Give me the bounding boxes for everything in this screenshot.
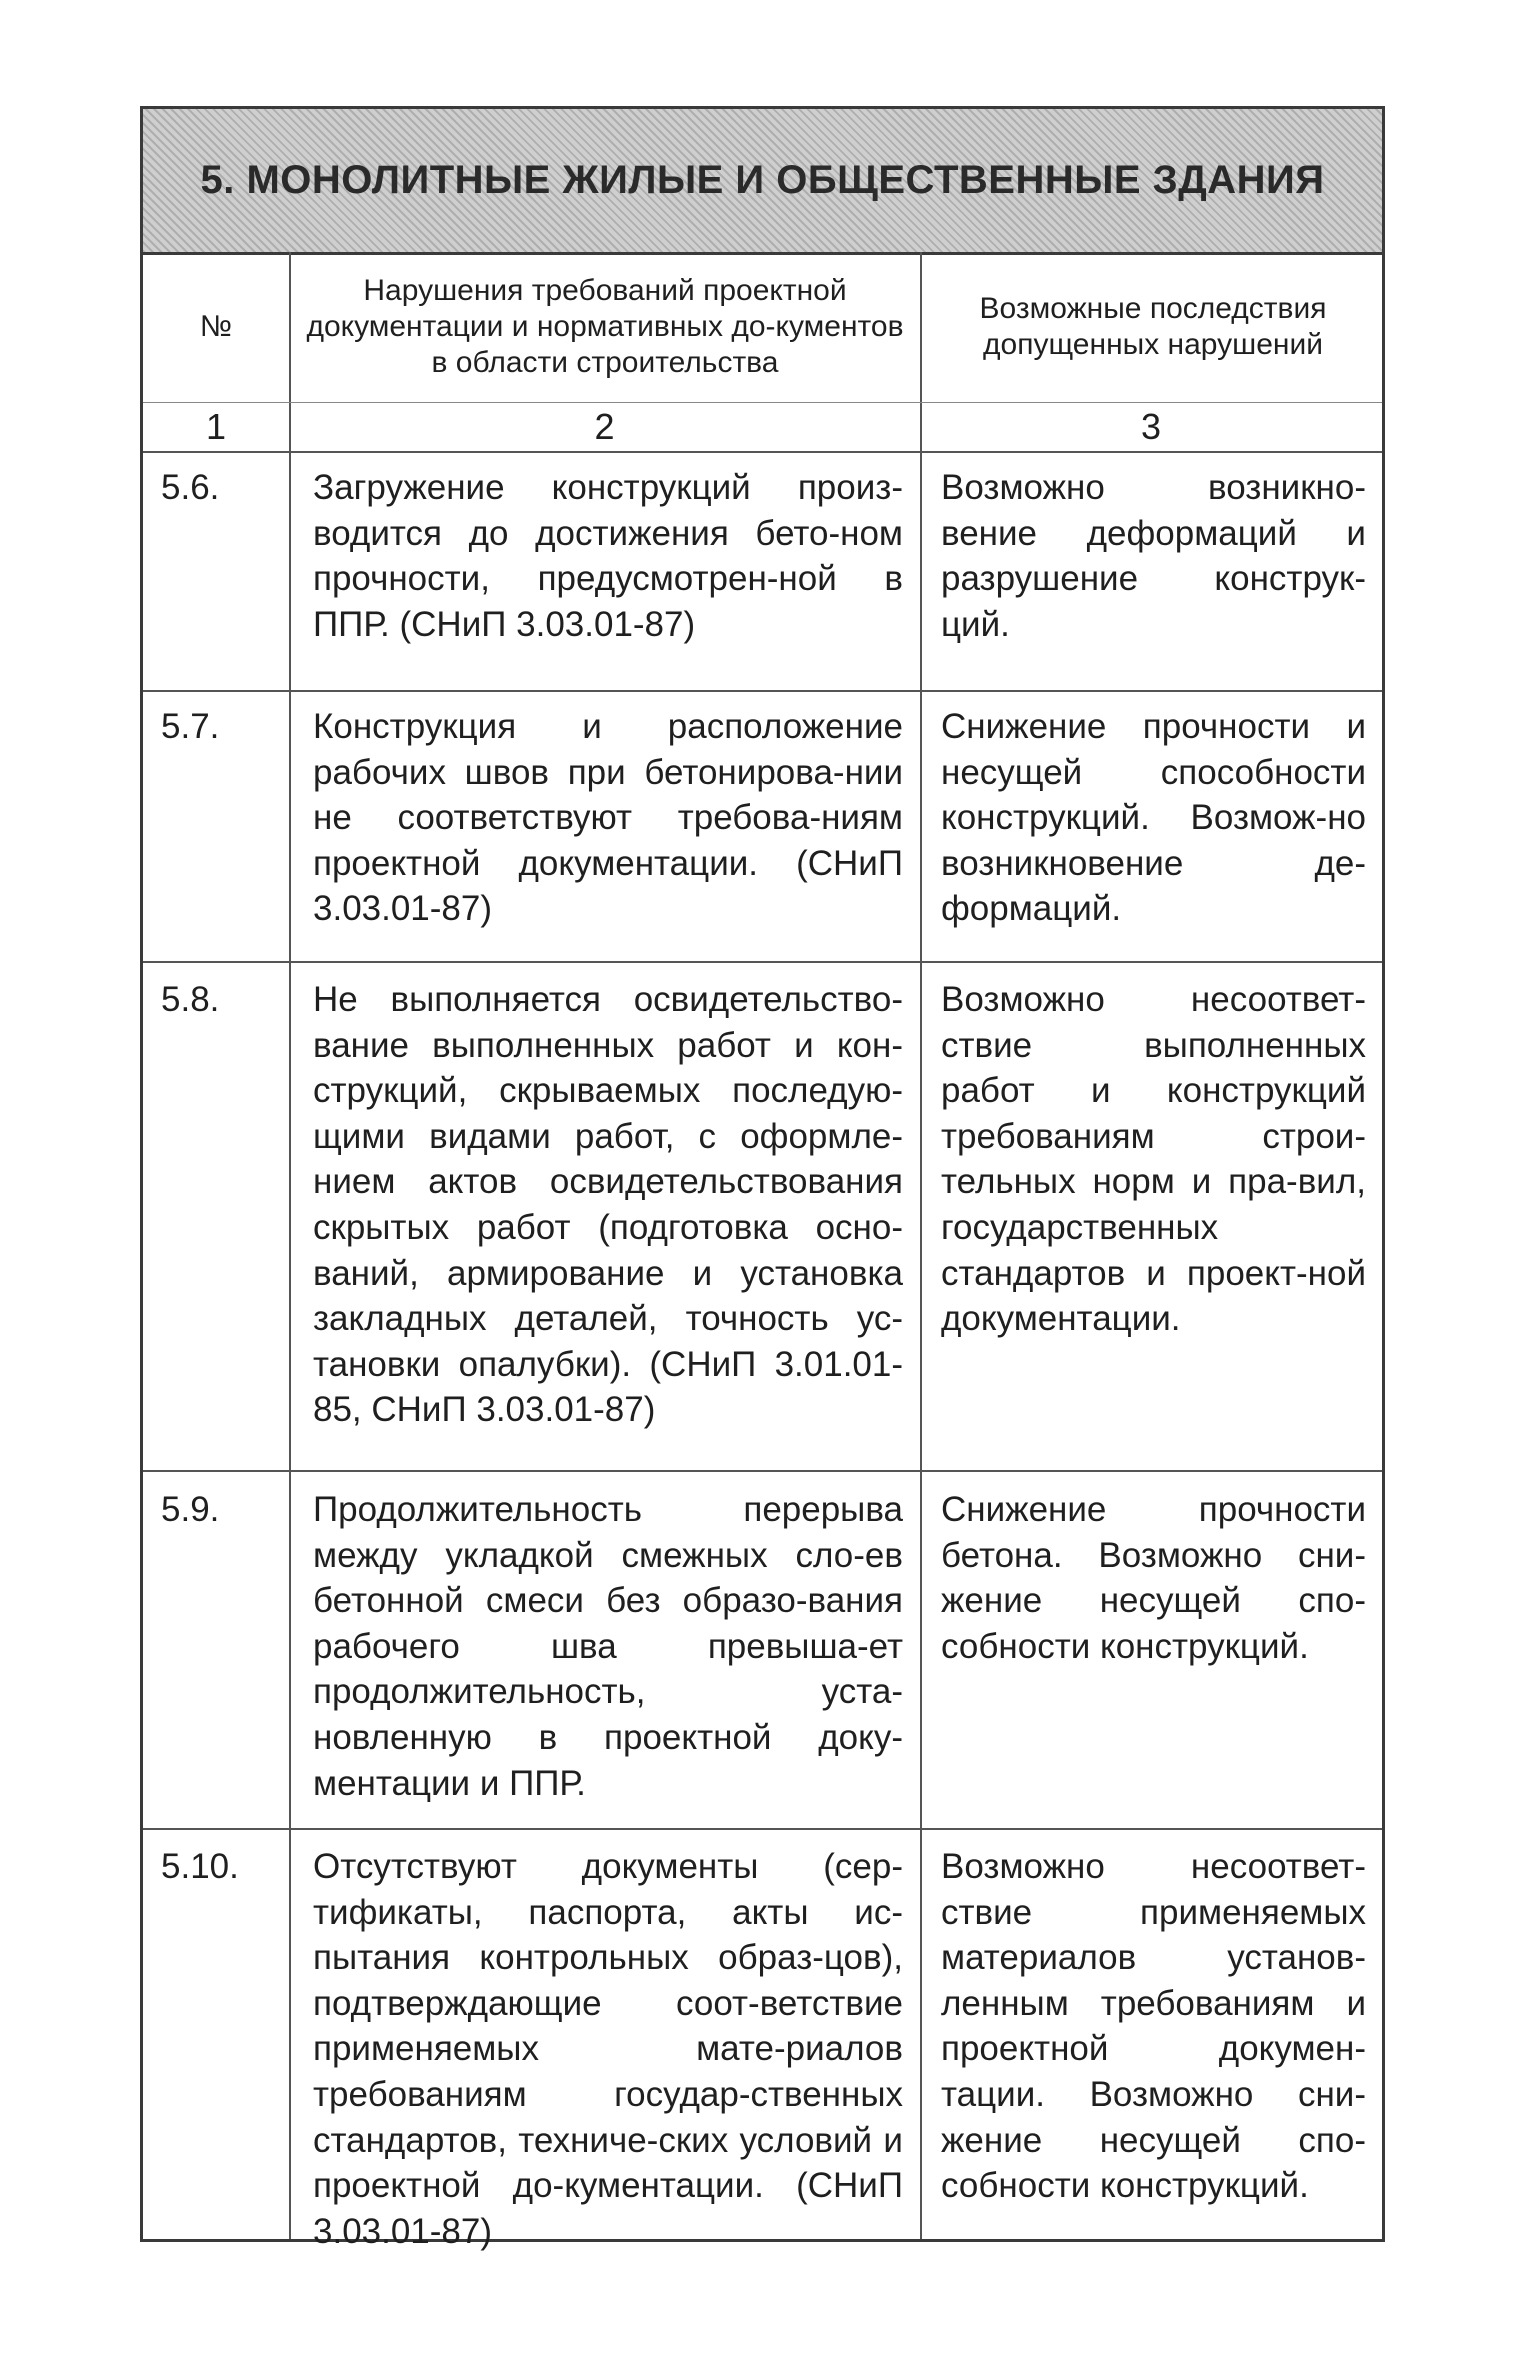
violation-text: Не выполняется освидетельство-вание выполненных работ и кон-струкций, скрываемых последую-щими видами работ, с оформле-нием актов освидетельствования скрытых работ (подготовка осно-ваний, армирование и установка закладных деталей, точность ус-тановки опалубки). (СНиП 3.01.01-85, СНиП 3.03.01-87) [313, 980, 903, 1430]
header-number: № [199, 310, 233, 343]
norms-table [143, 252, 1382, 2251]
row-divider [143, 961, 1382, 963]
violation-text: Загружение конструкций произ-водится до достижения бето-ном прочности, предусмотрен-ной в ППР. (СНиП 3.03.01-87) [313, 468, 903, 644]
violation-text: Отсутствуют документы (сер-тификаты, паспорта, акты ис-пытания контрольных образ-цов), подтверждающие соот-ветствие применяемых мате-риалов требованиям государ-ственных стандартов, техниче-ских условий и проектной до-кументации. (СНиП 3.03.01-87) [313, 1847, 903, 2251]
consequence-text: Возможно несоответ-ствие выполненных работ и конструкций требованиям строи-тельных норм и пра-вил, государственных стандартов и проект-ной документации. [941, 980, 1366, 1339]
document-table-frame [140, 106, 1385, 2251]
row-number: 5.7. [161, 707, 220, 746]
row-divider [143, 1470, 1382, 1472]
column-number: 3 [1140, 406, 1162, 447]
header-divider [143, 402, 1382, 403]
row-number: 5.6. [161, 468, 220, 507]
row-divider [143, 1828, 1382, 1830]
section-title-band [143, 109, 1382, 255]
section-title: 5. МОНОЛИТНЫЕ ЖИЛЫЕ И ОБЩЕСТВЕННЫЕ ЗДАНИЯ [200, 158, 1325, 202]
row-divider [143, 451, 1382, 453]
consequence-text: Снижение прочности бетона. Возможно сни-жение несущей спо-собности конструкций. [941, 1490, 1366, 1666]
row-divider [143, 690, 1382, 692]
row-number: 5.10. [161, 1847, 239, 1886]
violation-text: Продолжительность перерыва между укладкой смежных сло-ев бетонной смеси без образо-вания рабочего шва превыша-ет продолжительность, уста-новленную в проектной доку-ментации и ППР. [313, 1490, 903, 1803]
column-divider [289, 252, 291, 2239]
row-number: 5.8. [161, 980, 220, 1019]
consequence-text: Снижение прочности и несущей способности конструкций. Возмож-но возникновение де-формаций. [941, 707, 1366, 929]
column-number: 1 [205, 406, 227, 447]
row-number: 5.9. [161, 1490, 220, 1529]
consequence-text: Возможно несоответ-ствие применяемых материалов установ-ленным требованиям и проектной докумен-тации. Возможно сни-жение несущей спо-собности конструкций. [941, 1847, 1366, 2206]
column-divider [920, 252, 922, 2239]
consequence-text: Возможно возникно-вение деформаций и разрушение конструк-ций. [941, 468, 1366, 644]
header-violations: Нарушения требований проектной документации и нормативных до-кументов в области строительства [306, 274, 904, 379]
column-number: 2 [594, 406, 615, 447]
violation-text: Конструкция и расположение рабочих швов при бетонирова-нии не соответствуют требова-ниям проектной документации. (СНиП 3.03.01-87) [313, 707, 903, 929]
header-consequences: Возможные последствия допущенных нарушений [979, 292, 1327, 361]
